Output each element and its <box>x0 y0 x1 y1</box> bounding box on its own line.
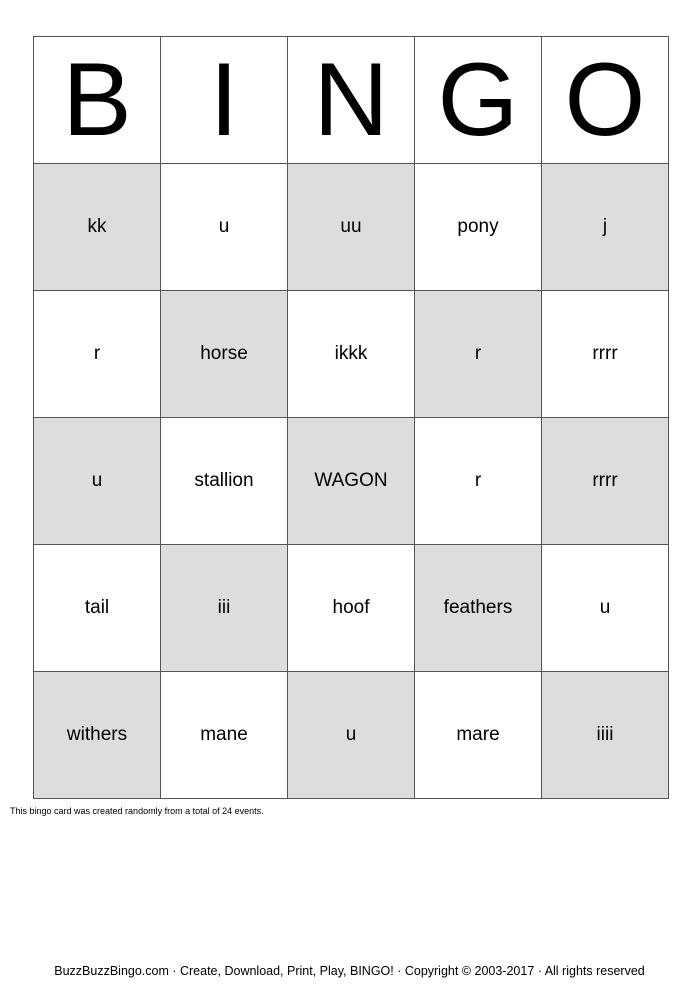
bingo-cell: u <box>34 418 161 545</box>
bingo-cell: iii <box>161 545 288 672</box>
bingo-cell: iiii <box>542 672 669 799</box>
header-letter-g: G <box>415 37 542 164</box>
bingo-cell: rrrr <box>542 418 669 545</box>
bingo-header-row <box>34 37 669 164</box>
bingo-cell: tail <box>34 545 161 672</box>
bingo-cell: j <box>542 164 669 291</box>
bingo-cell: u <box>161 164 288 291</box>
card-note: This bingo card was created randomly from a total of 24 events. <box>10 806 264 816</box>
bingo-cell: rrrr <box>542 291 669 418</box>
bingo-cell: hoof <box>288 545 415 672</box>
bingo-cell: u <box>288 672 415 799</box>
page-footer: BuzzBuzzBingo.com · Create, Download, Print, Play, BINGO! · Copyright © 2003-2017 · All rights reserved <box>54 964 645 978</box>
bingo-cell: WAGON <box>288 418 415 545</box>
bingo-cell: uu <box>288 164 415 291</box>
bingo-cell: horse <box>161 291 288 418</box>
bingo-cell: r <box>415 418 542 545</box>
bingo-cell: pony <box>415 164 542 291</box>
bingo-row <box>34 418 669 545</box>
bingo-cell: kk <box>34 164 161 291</box>
bingo-cell: withers <box>34 672 161 799</box>
bingo-cell: mare <box>415 672 542 799</box>
bingo-cell: stallion <box>161 418 288 545</box>
header-letter-b: B <box>34 37 161 164</box>
bingo-card <box>33 36 669 799</box>
bingo-cell: ikkk <box>288 291 415 418</box>
bingo-cell: mane <box>161 672 288 799</box>
bingo-cell: r <box>415 291 542 418</box>
bingo-row <box>34 545 669 672</box>
header-letter-i: I <box>161 37 288 164</box>
bingo-cell: feathers <box>415 545 542 672</box>
bingo-cell: r <box>34 291 161 418</box>
header-letter-n: N <box>288 37 415 164</box>
bingo-cell: u <box>542 545 669 672</box>
header-letter-o: O <box>542 37 669 164</box>
bingo-row <box>34 672 669 799</box>
bingo-row <box>34 164 669 291</box>
bingo-row <box>34 291 669 418</box>
